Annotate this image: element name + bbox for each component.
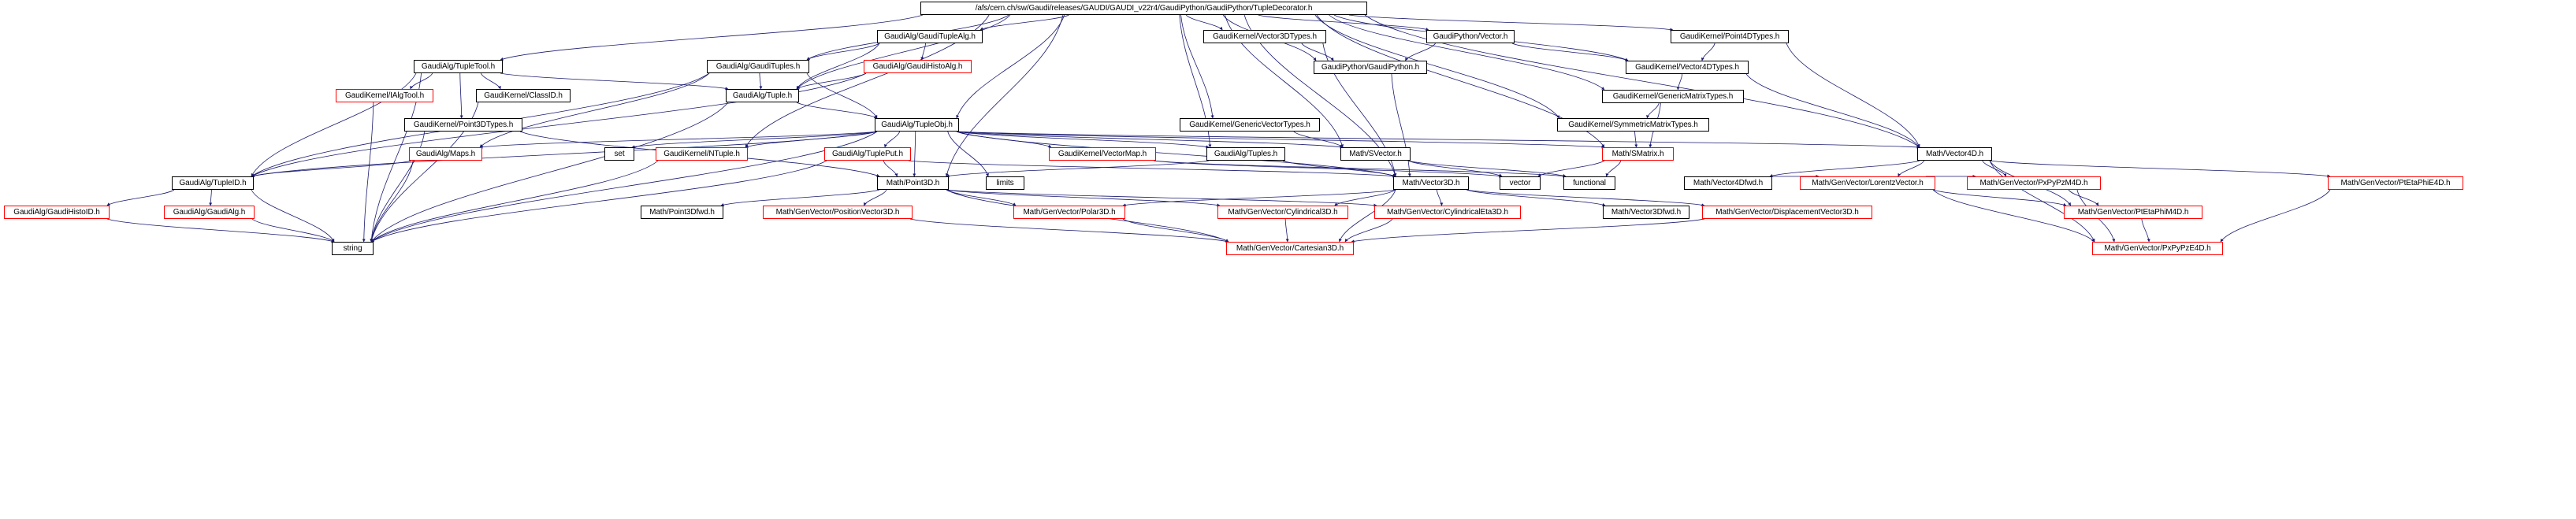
graph-node[interactable]: GaudiPython/Vector.h <box>1426 30 1515 43</box>
graph-node[interactable]: GaudiKernel/Point4DTypes.h <box>1671 30 1789 43</box>
graph-node[interactable]: Math/GenVector/PositionVector3D.h <box>763 206 913 219</box>
graph-node[interactable]: GaudiKernel/Vector3DTypes.h <box>1203 30 1326 43</box>
graph-node[interactable]: Math/GenVector/PtEtaPhiM4D.h <box>2064 206 2202 219</box>
graph-node[interactable]: Math/GenVector/CylindricalEta3D.h <box>1374 206 1521 219</box>
graph-node[interactable]: Math/Vector3Dfwd.h <box>1603 206 1689 219</box>
graph-node[interactable]: GaudiAlg/GaudiTupleAlg.h <box>877 30 983 43</box>
graph-node[interactable]: GaudiKernel/ClassID.h <box>476 89 571 102</box>
graph-node[interactable]: limits <box>986 176 1024 190</box>
graph-node[interactable]: Math/GenVector/Cylindrical3D.h <box>1217 206 1348 219</box>
graph-node[interactable]: GaudiAlg/Tuple.h <box>726 89 799 102</box>
graph-node[interactable]: GaudiKernel/IAlgTool.h <box>336 89 433 102</box>
graph-node[interactable]: functional <box>1563 176 1615 190</box>
graph-node[interactable]: GaudiPython/GaudiPython.h <box>1314 61 1427 74</box>
graph-node[interactable]: GaudiKernel/Point3DTypes.h <box>404 118 522 132</box>
graph-node[interactable]: Math/GenVector/Polar3D.h <box>1013 206 1125 219</box>
graph-node[interactable]: set <box>604 147 634 161</box>
graph-node[interactable]: GaudiAlg/GaudiAlg.h <box>164 206 255 219</box>
graph-node[interactable]: GaudiKernel/GenericMatrixTypes.h <box>1602 90 1744 103</box>
graph-node[interactable]: GaudiAlg/GaudiHistoID.h <box>4 206 110 219</box>
graph-node[interactable]: GaudiAlg/TupleTool.h <box>414 60 503 73</box>
graph-node[interactable]: GaudiAlg/TupleID.h <box>172 176 254 190</box>
graph-node[interactable]: Math/SMatrix.h <box>1602 147 1674 161</box>
graph-node[interactable]: Math/GenVector/LorentzVector.h <box>1800 176 1935 190</box>
graph-node[interactable]: Math/GenVector/Cartesian3D.h <box>1226 242 1354 255</box>
graph-node[interactable]: Math/GenVector/PtEtaPhiE4D.h <box>2328 176 2463 190</box>
graph-node[interactable]: GaudiKernel/GenericVectorTypes.h <box>1180 118 1320 132</box>
graph-node[interactable]: Math/SVector.h <box>1340 147 1411 161</box>
graph-node[interactable]: Math/Point3D.h <box>877 176 949 190</box>
graph-node[interactable]: vector <box>1500 176 1541 190</box>
graph-node[interactable]: Math/Vector3D.h <box>1393 176 1469 190</box>
graph-node[interactable]: GaudiAlg/TupleObj.h <box>875 118 959 132</box>
graph-node[interactable]: string <box>332 242 374 255</box>
graph-node[interactable]: Math/GenVector/DisplacementVector3D.h <box>1702 206 1872 219</box>
graph-node[interactable]: Math/Vector4D.h <box>1917 147 1992 161</box>
graph-node[interactable]: Math/Point3Dfwd.h <box>641 206 723 219</box>
graph-node[interactable]: GaudiAlg/Maps.h <box>409 147 482 161</box>
graph-node[interactable]: GaudiKernel/Vector4DTypes.h <box>1626 61 1749 74</box>
graph-node[interactable]: GaudiKernel/NTuple.h <box>656 147 748 161</box>
graph-node[interactable]: /afs/cern.ch/sw/Gaudi/releases/GAUDI/GAUDI_v22r4/GaudiPython/GaudiPython/TupleDecorator.h <box>920 2 1367 15</box>
graph-node[interactable]: GaudiAlg/GaudiTuples.h <box>707 60 809 73</box>
graph-node[interactable]: GaudiKernel/VectorMap.h <box>1049 147 1156 161</box>
graph-node[interactable]: Math/GenVector/PxPyPzM4D.h <box>1967 176 2101 190</box>
graph-node[interactable]: GaudiAlg/TuplePut.h <box>824 147 911 161</box>
graph-node[interactable]: GaudiKernel/SymmetricMatrixTypes.h <box>1557 118 1709 132</box>
graph-node[interactable]: Math/GenVector/PxPyPzE4D.h <box>2092 242 2223 255</box>
graph-node[interactable]: GaudiAlg/GaudiHistoAlg.h <box>864 60 972 73</box>
graph-node[interactable]: Math/Vector4Dfwd.h <box>1684 176 1772 190</box>
graph-node[interactable]: GaudiAlg/Tuples.h <box>1206 147 1285 161</box>
